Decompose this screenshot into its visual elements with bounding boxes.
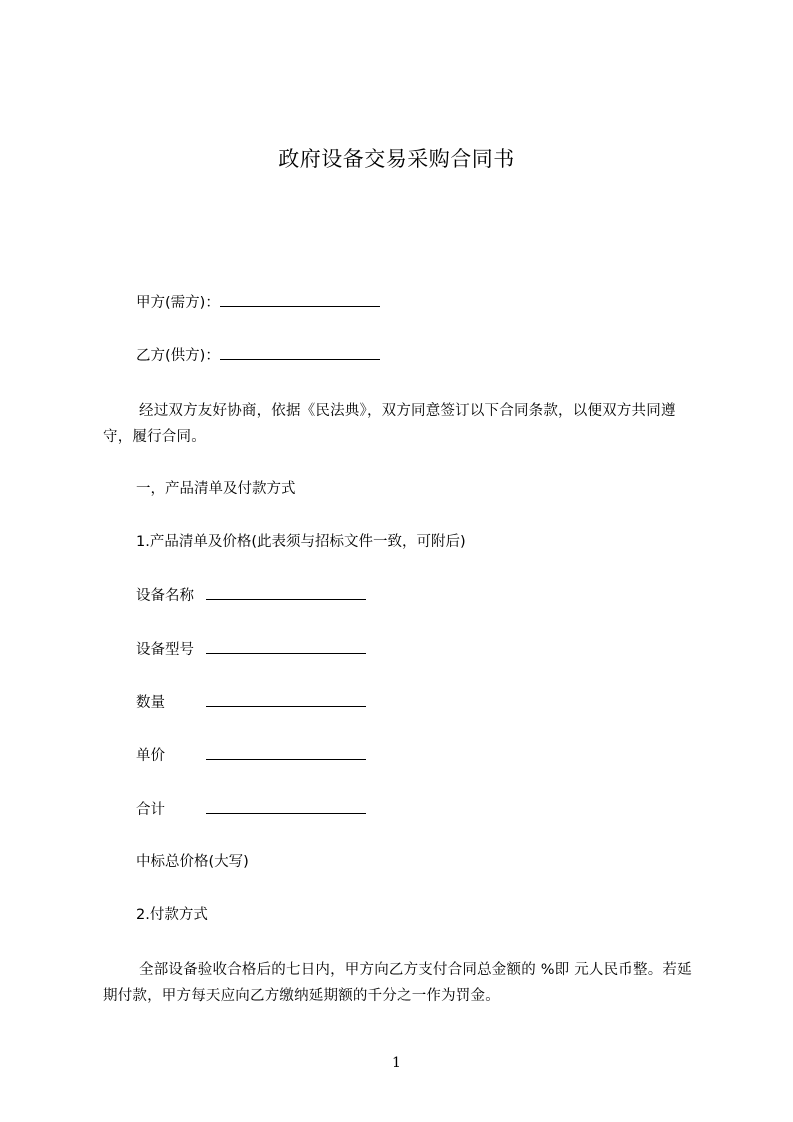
party-b-line: [136, 345, 380, 366]
field-row: [136, 585, 366, 606]
field-blank-unit-price[interactable]: [206, 745, 366, 760]
field-label-equipment-name: 设备名称: [136, 588, 194, 604]
party-b-blank[interactable]: [220, 345, 380, 360]
clause-1-1: 1.产品清单及价格(此表须与招标文件一致，可附后): [136, 534, 466, 550]
clause-1-2: 2.付款方式: [136, 907, 208, 923]
field-blank-equipment-name[interactable]: [206, 585, 366, 600]
field-blank-equipment-model[interactable]: [206, 639, 366, 654]
total-price-label: 中标总价格(大写): [136, 854, 249, 870]
field-label-quantity: 数量: [136, 695, 165, 711]
party-a-label: 甲方(需方)：: [136, 295, 220, 311]
field-blank-quantity[interactable]: [206, 692, 366, 707]
party-a-blank[interactable]: [220, 292, 380, 307]
field-blank-total[interactable]: [206, 799, 366, 814]
field-label-total: 合计: [136, 802, 165, 818]
section-1-heading: 一，产品清单及付款方式: [136, 481, 296, 497]
field-row: [136, 799, 366, 820]
field-row: [136, 639, 366, 660]
field-label-unit-price: 单价: [136, 748, 165, 764]
field-label-equipment-model: 设备型号: [136, 642, 194, 658]
field-row: [136, 745, 366, 766]
payment-paragraph: 全部设备验收合格后的七日内，甲方向乙方支付合同总金额的 %即 元人民币整。若延期付款，甲方每天应向乙方缴纳延期额的千分之一作为罚金。: [103, 962, 692, 1004]
party-a-line: [136, 292, 380, 313]
page-number: 1: [392, 1055, 401, 1071]
party-b-label: 乙方(供方)：: [136, 348, 220, 364]
intro-paragraph: 经过双方友好协商，依据《民法典》，双方同意签订以下合同条款，以便双方共同遵守，履行合同。: [103, 403, 676, 445]
field-row: [136, 692, 366, 713]
document-title: 政府设备交易采购合同书: [278, 147, 515, 171]
